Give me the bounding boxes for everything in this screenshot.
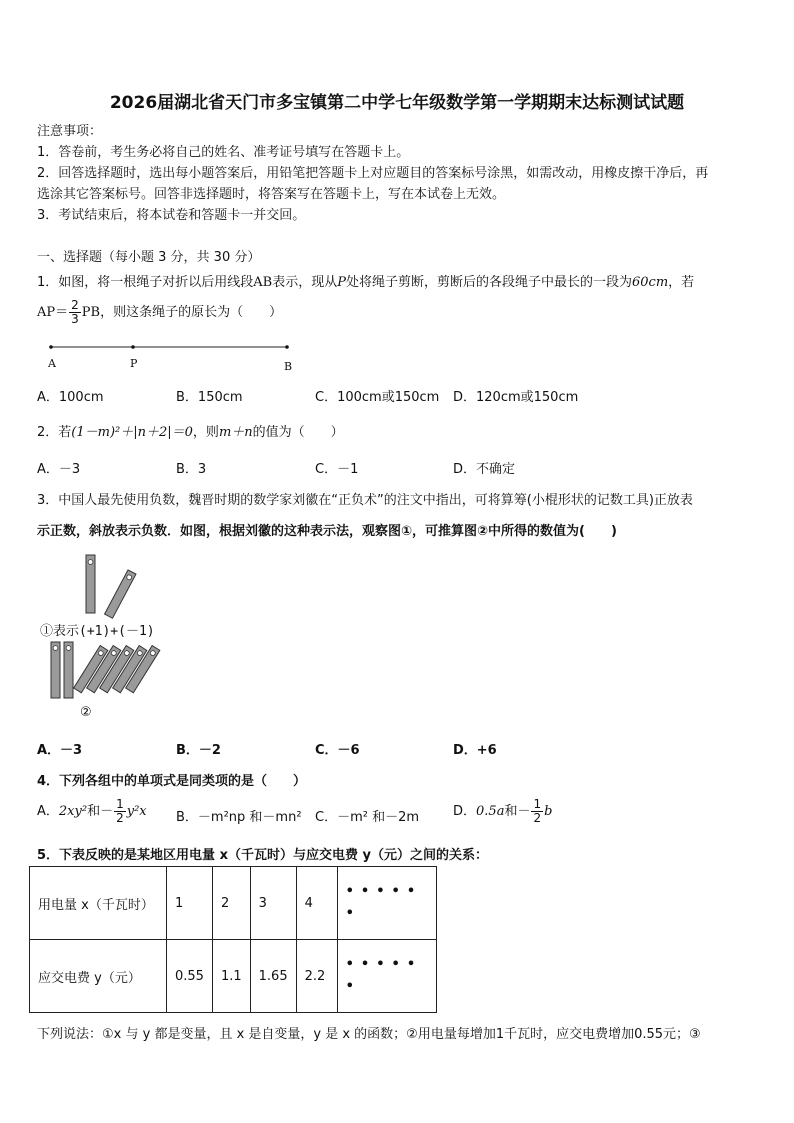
figure-1-caption: ①表示(+1)+(－1) — [40, 624, 155, 639]
option-a[interactable]: A．2xy²和－ $\frac{1}{2}$ y²x — [37, 797, 147, 825]
point-p-dot — [131, 345, 135, 349]
question-4-stem: 4．下列各组中的单项式是同类项的是（ ） — [37, 774, 307, 789]
option-b[interactable]: B．150cm — [176, 390, 243, 405]
point-a-dot — [49, 345, 53, 349]
point-b-label: B — [284, 360, 293, 373]
figure-2-caption: ② — [80, 705, 92, 720]
fraction: $\frac{2}{3}$ — [71, 298, 79, 326]
table-row — [30, 867, 437, 940]
table-cell: 4 — [296, 867, 337, 940]
page-title: 2026届湖北省天门市多宝镇第二中学七年级数学第一学期期末达标测试试题 — [109, 93, 685, 113]
option-d[interactable]: D．0.5a和－ $\frac{1}{2}$ b — [453, 797, 553, 825]
point-p-label: P — [130, 357, 138, 370]
table-row — [30, 940, 437, 1013]
notice-item: 3．考试结束后，将本试卷和答题卡一并交回。 — [37, 208, 306, 223]
point-a-label: A — [48, 357, 56, 370]
point-b-dot — [285, 345, 289, 349]
counting-rods-figure-1 — [80, 552, 150, 622]
table-cell-ellipsis: ••••• • — [337, 940, 436, 1013]
option-c[interactable]: C．－1 — [315, 462, 359, 477]
option-d[interactable]: D．120cm或150cm — [453, 390, 579, 405]
option-a[interactable]: A．－3 — [37, 743, 83, 758]
table-cell: 2.2 — [296, 940, 337, 1013]
question-5-followup: 下列说法：①x 与 y 都是变量，且 x 是自变量，y 是 x 的函数；②用电量每增加1千瓦时，应交电费增加0.55元；③ — [37, 1027, 701, 1042]
table-cell: 0.55 — [167, 940, 213, 1013]
question-3-line: 3．中国人最先使用负数，魏晋时期的数学家刘徽在“正负术”的注文中指出，可将算筹(小棍形状的记数工具)正放表 — [37, 493, 693, 508]
table-cell-ellipsis: ••••• • — [337, 867, 436, 940]
option-b[interactable]: B．－m²np 和－mn² — [176, 810, 302, 825]
question-3-line: 示正数，斜放表示负数．如图，根据刘徽的这种表示法，观察图①，可推算图②中所得的数值为( ) — [37, 524, 617, 539]
option-b[interactable]: B．3 — [176, 462, 207, 477]
electricity-table — [29, 866, 437, 1013]
notice-item: 2．回答选择题时，选出每小题答案后，用铅笔把答题卡上对应题目的答案标号涂黑，如需改动，用橡皮擦干净后，再 — [37, 166, 709, 181]
question-5-stem: 5．下表反映的是某地区用电量 x（千瓦时）与应交电费 y（元）之间的关系： — [37, 848, 488, 863]
notice-item: 1．答卷前，考生务必将自己的姓名、准考证号填写在答题卡上。 — [37, 145, 410, 160]
option-c[interactable]: C．－6 — [315, 743, 360, 758]
option-c[interactable]: C．－m² 和－2m — [315, 810, 420, 825]
option-c[interactable]: C．100cm或150cm — [315, 390, 440, 405]
option-a[interactable]: A．100cm — [37, 390, 104, 405]
table-cell: 1.1 — [212, 940, 250, 1013]
notice-item: 选涂其它答案标号。回答非选择题时，将答案写在答题卡上，写在本试卷上无效。 — [37, 187, 506, 202]
counting-rods-figure-2 — [46, 640, 176, 702]
option-d[interactable]: D．不确定 — [453, 462, 516, 477]
question-1-stem: 1．如图，将一根绳子对折以后用线段AB表示，现从P处将绳子剪断，剪断后的各段绳子中最长的一段为60cm，若 — [37, 275, 695, 290]
table-row-header: 用电量 x（千瓦时） — [30, 867, 167, 940]
option-a[interactable]: A．－3 — [37, 462, 81, 477]
table-cell: 1 — [167, 867, 213, 940]
table-row-header: 应交电费 y（元） — [30, 940, 167, 1013]
table-cell: 1.65 — [250, 940, 296, 1013]
table-cell: 3 — [250, 867, 296, 940]
section-heading: 一、选择题（每小题 3 分，共 30 分） — [37, 250, 261, 265]
option-d[interactable]: D．+6 — [453, 743, 497, 758]
question-1-equation: AP＝ $\frac{2}{3}$ PB，则这条绳子的原长为（ ） — [37, 298, 283, 326]
question-2-stem: 2．若(1－m)²＋|n＋2|＝0，则m＋n的值为（ ） — [37, 425, 344, 440]
option-b[interactable]: B．－2 — [176, 743, 221, 758]
segment-diagram — [40, 338, 300, 374]
table-cell: 2 — [212, 867, 250, 940]
notice-heading: 注意事项： — [37, 124, 103, 139]
